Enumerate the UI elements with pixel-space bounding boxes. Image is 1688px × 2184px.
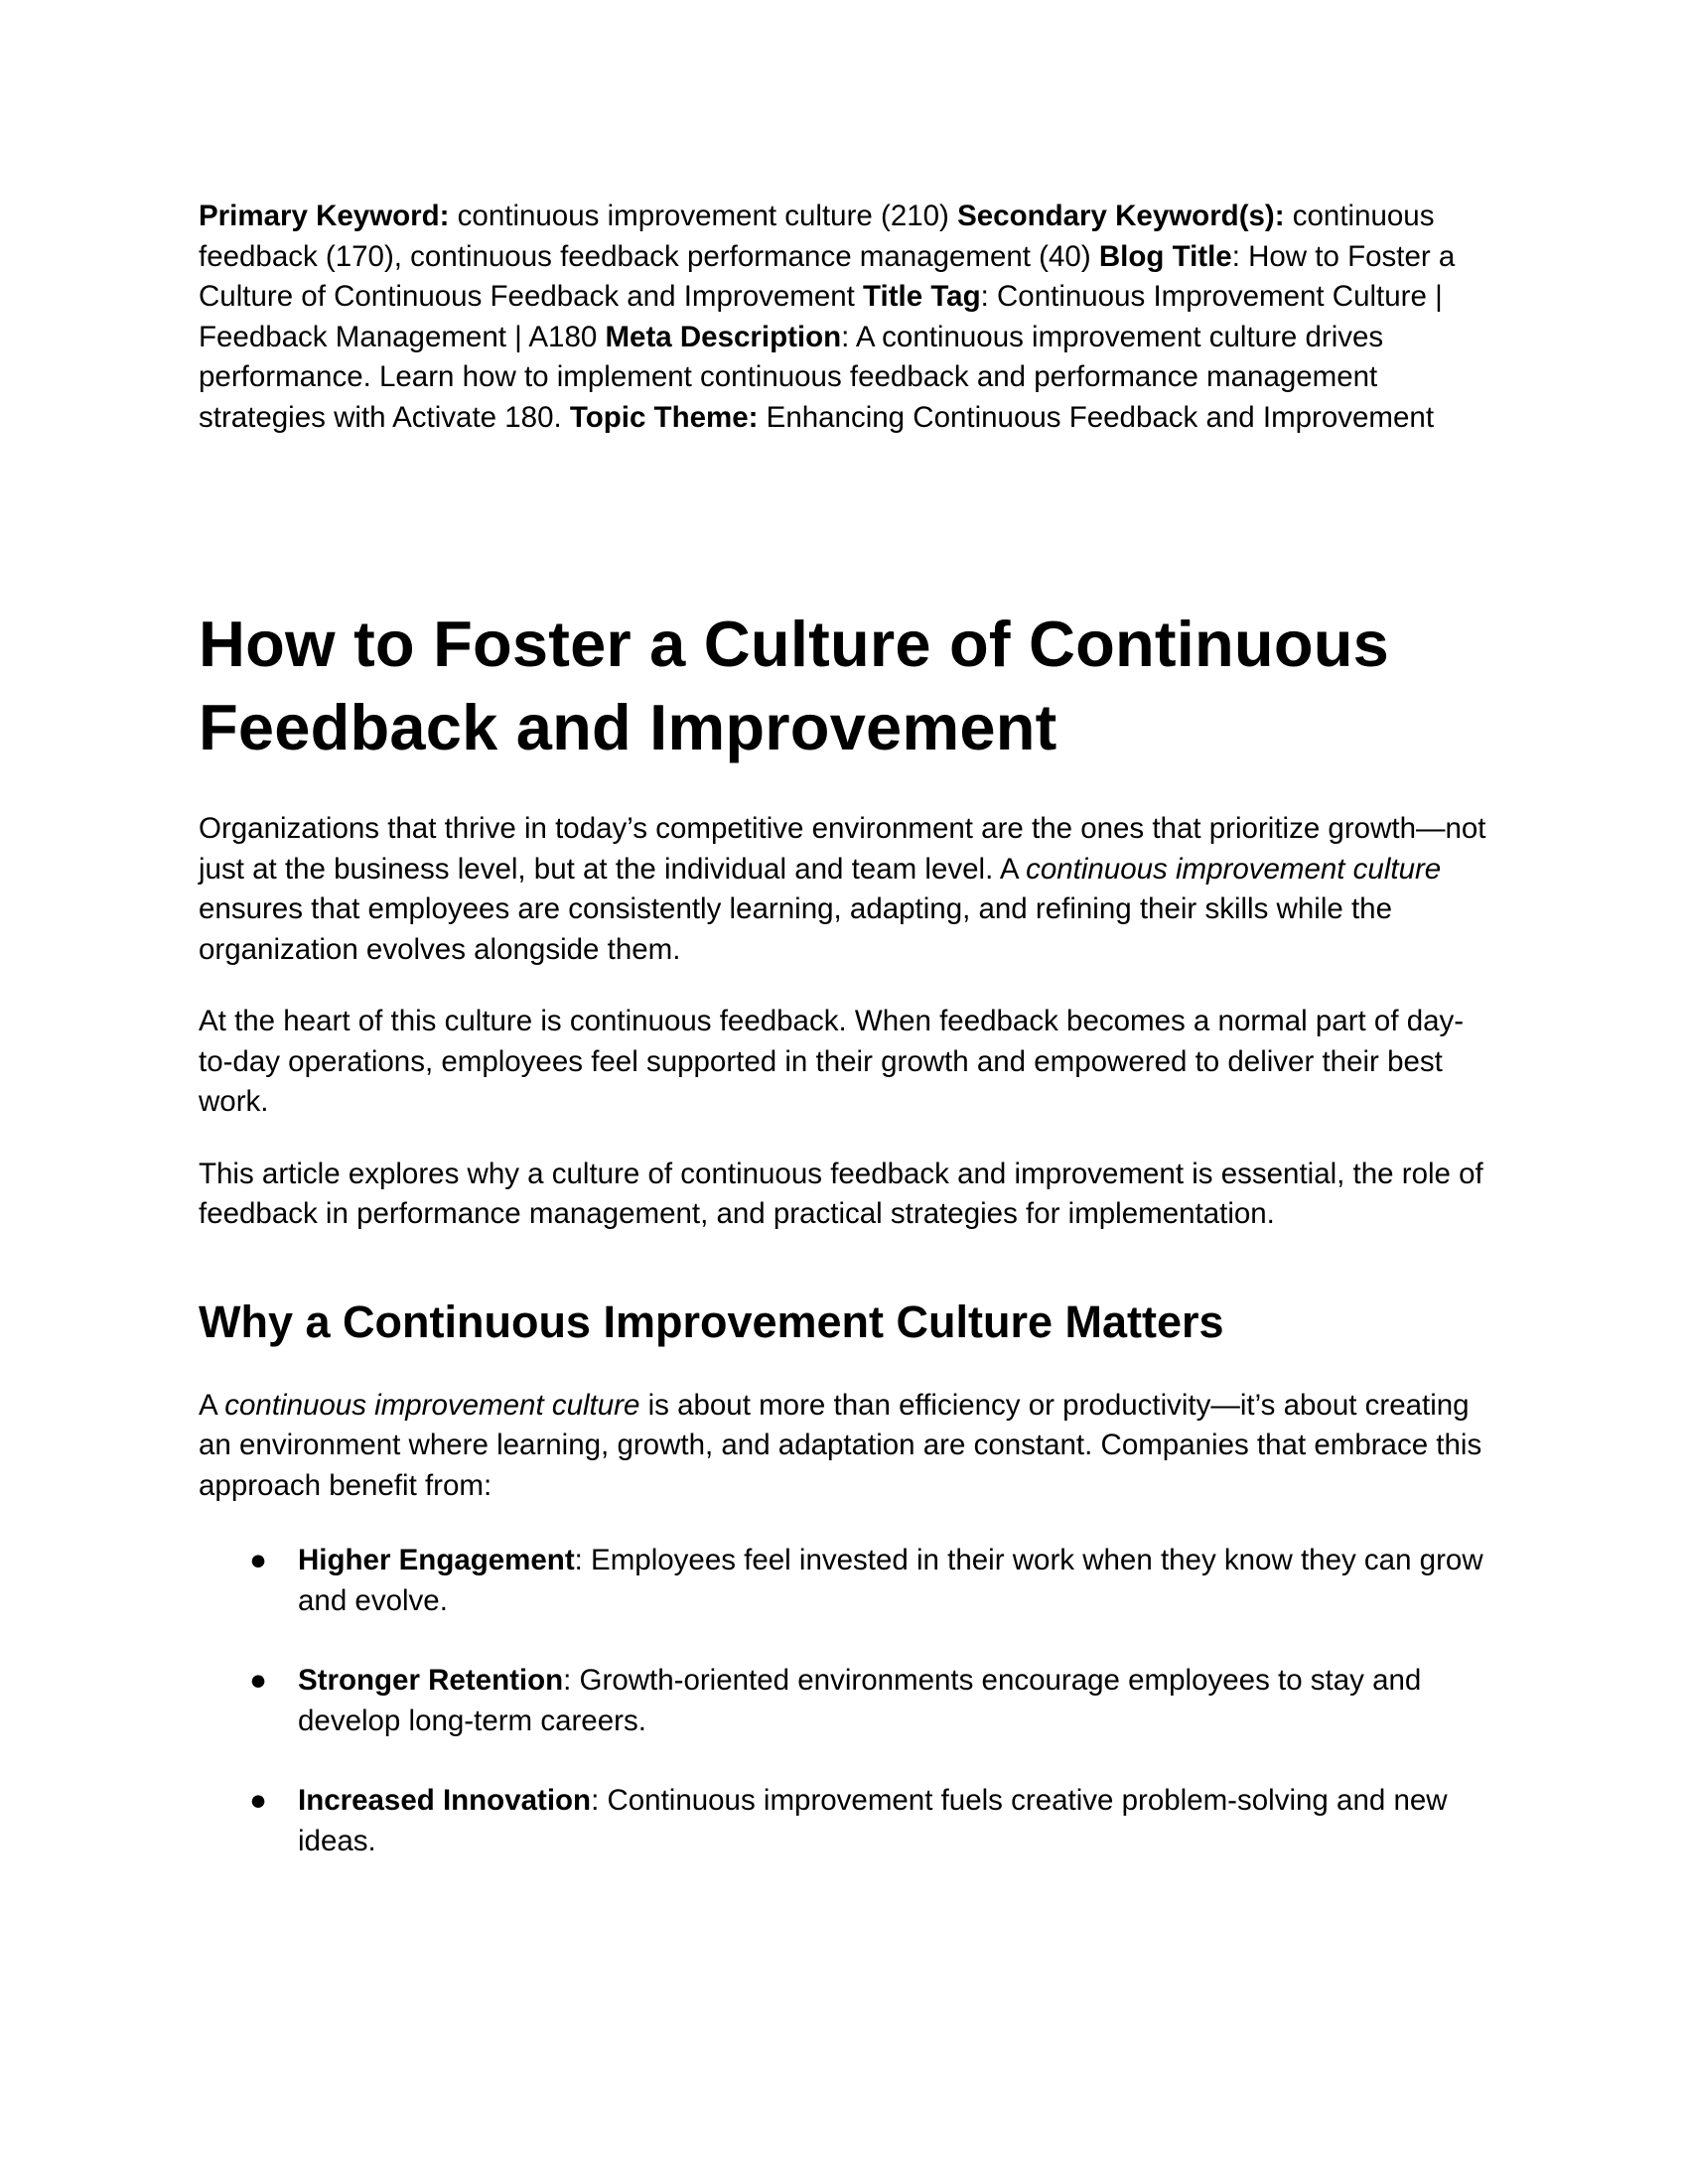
benefits-list xyxy=(199,1541,1489,1861)
title-tag-value: : Continuous Improvement Culture | Feedback Management | A180 xyxy=(199,280,1443,353)
benefit-text: : Growth-oriented environments encourage employees to stay and develop long-term careers. xyxy=(298,1664,1422,1737)
primary-keyword-value: continuous improvement culture (210) xyxy=(449,200,958,232)
list-item xyxy=(199,1541,1489,1621)
meta-description-label: Meta Description xyxy=(605,320,842,353)
benefit-text: : Employees feel invested in their work when they know they can grow and evolve. xyxy=(298,1544,1483,1617)
topic-theme-label: Topic Theme: xyxy=(569,400,759,434)
intro-paragraph-2: At the heart of this culture is continuous feedback. When feedback becomes a normal part of day-to-day operations, employees feel supported in their growth and empowered to deliver their best work. xyxy=(199,1005,1465,1118)
blog-title-label: Blog Title xyxy=(1098,239,1232,273)
intro-paragraph-3: This article explores why a culture of continuous feedback and improvement is essential, the role of feedback in performance management, and practical strategies for implementation. xyxy=(199,1157,1483,1230)
section-p-text-end: is about more than efficiency or productivity—it’s about creating an environment where learning, growth, and adaptation are constant. Companies that embrace this approach benefit from: xyxy=(199,1388,1482,1502)
section-p-text-start: A xyxy=(199,1388,225,1422)
topic-theme-value: Enhancing Continuous Feedback and Improvement xyxy=(758,400,1435,434)
blog-title-value: : How to Foster a Culture of Continuous Feedback and Improvement xyxy=(199,239,1456,313)
document-page xyxy=(199,197,1489,1901)
list-item xyxy=(199,1661,1489,1741)
benefit-label: Stronger Retention xyxy=(298,1664,564,1697)
benefit-text: : Continuous improvement fuels creative problem-solving and new ideas. xyxy=(298,1784,1448,1857)
section-paragraph xyxy=(199,1386,1489,1507)
seo-metadata xyxy=(199,197,1489,438)
primary-keyword-label: Primary Keyword: xyxy=(199,200,450,232)
secondary-keyword-label: Secondary Keyword(s): xyxy=(957,200,1285,232)
secondary-keyword-value: continuous feedback (170), continuous feedback performance management (40) xyxy=(199,200,1435,273)
title-tag-label: Title Tag xyxy=(863,280,981,313)
intro-p1-emphasis: continuous improvement culture xyxy=(1026,852,1442,886)
article-title: How to Foster a Culture of Continuous Feedback and Improvement xyxy=(199,608,1389,763)
bullet-icon: ● xyxy=(249,1784,267,1817)
bullet-icon: ● xyxy=(249,1664,267,1697)
section-heading: Why a Continuous Improvement Culture Matters xyxy=(199,1296,1224,1347)
section-p-emphasis: continuous improvement culture xyxy=(224,1388,640,1422)
bullet-icon: ● xyxy=(249,1544,267,1576)
intro-paragraph-1 xyxy=(199,809,1489,970)
intro-p1-text-start: Organizations that thrive in today’s competitive environment are the ones that prioritize growth—not just at the business level, but at the individual and team level. A xyxy=(199,812,1486,886)
benefit-label: Higher Engagement xyxy=(298,1544,575,1576)
list-item xyxy=(199,1781,1489,1861)
meta-description-value: : A continuous improvement culture drives performance. Learn how to implement continuous feedback and performance management strategies with Activate 180. xyxy=(199,320,1384,434)
intro-p1-text-end: ensures that employees are consistently learning, adapting, and refining their skills while the organization evolves alongside them. xyxy=(199,892,1392,966)
benefit-label: Increased Innovation xyxy=(298,1784,592,1817)
